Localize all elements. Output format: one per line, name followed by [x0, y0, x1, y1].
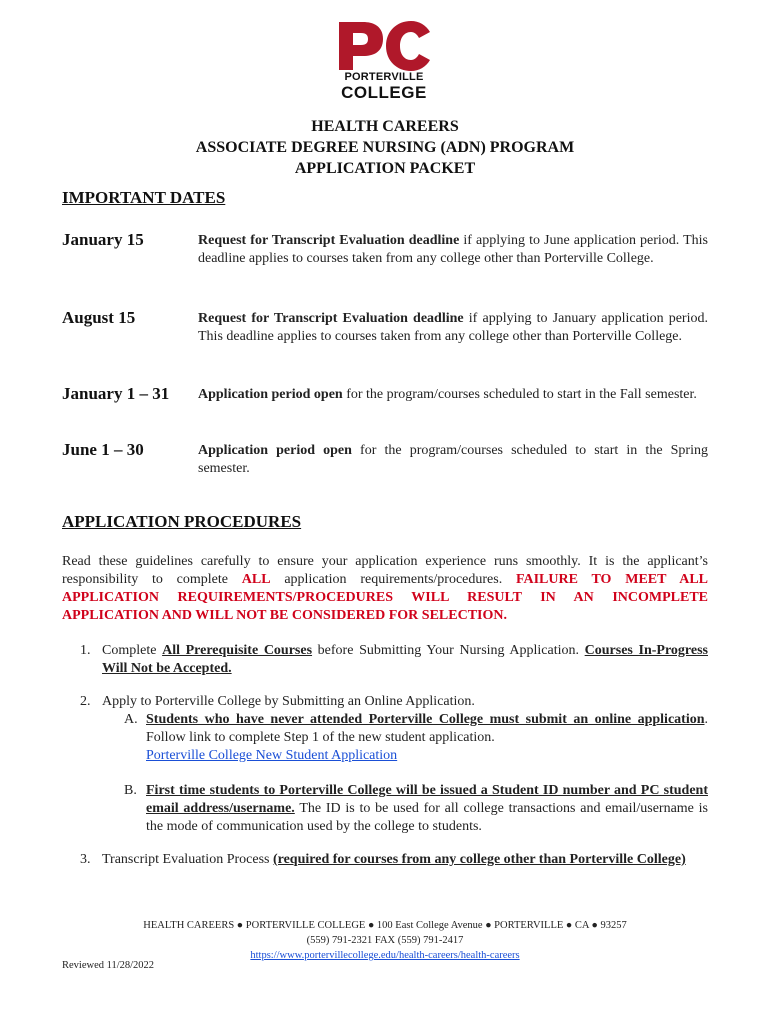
footer-website-link[interactable]: https://www.portervillecollege.edu/health-careers/health-careers: [250, 950, 520, 961]
procedures-intro: Read these guidelines carefully to ensure your application experience runs smoothly. It is the applicant’s responsibility to complete ALL application requirements/procedures. FAILURE TO MEET ALL APPLICATION REQUIREMENTS/PROCEDURES WILL RESULT IN AN INCOMPLETE APPLICATION AND WILL NOT BE CONSIDERED FOR SELECTION.: [62, 554, 708, 623]
date-description: Request for Transcript Evaluation deadline if applying to January application period. This deadline applies to courses taken from any college other than Porterville College.: [198, 311, 708, 344]
footer-address: HEALTH CAREERS ● PORTERVILLE COLLEGE ● 100 East College Avenue ● PORTERVILLE ● CA ● 93257: [143, 920, 627, 931]
logo-line2: COLLEGE: [341, 83, 427, 102]
document-title: [0, 116, 770, 179]
title-line3: APPLICATION PACKET: [294, 160, 476, 177]
date-label: August 15: [62, 308, 136, 327]
title-line2: ASSOCIATE DEGREE NURSING (ADN) PROGRAM: [195, 139, 575, 156]
date-description: Application period open for the program/courses scheduled to start in the Fall semester.: [198, 387, 697, 402]
step-2: 2. Apply to Porterville College by Submitting an Online Application.: [80, 694, 475, 709]
title-line1: HEALTH CAREERS: [311, 118, 459, 135]
step-2b: B. First time students to Porterville College will be issued a Student ID number and PC student email address/username. The ID is to be used for all college transactions and email/username is the mode of communication used by the college to students.: [124, 783, 708, 834]
reviewed-date: Reviewed 11/28/2022: [62, 960, 155, 971]
step-3: 3. Transcript Evaluation Process (required for courses from any college other than Porterville College): [80, 852, 686, 867]
logo-line1: PORTERVILLE: [344, 71, 424, 83]
date-label: June 1 – 30: [62, 440, 144, 459]
pc-logo-mark: [333, 18, 435, 74]
date-label: January 15: [62, 230, 144, 249]
date-description: Request for Transcript Evaluation deadline if applying to June application period. This deadline applies to courses taken from any college other than Porterville College.: [198, 233, 708, 266]
new-student-application-link[interactable]: Porterville College New Student Application: [146, 748, 398, 763]
step-1: 1. Complete All Prerequisite Courses before Submitting Your Nursing Application. Courses In-Progress Will Not be Accepted.: [80, 643, 708, 676]
application-procedures-heading: APPLICATION PROCEDURES: [62, 512, 302, 531]
date-label: January 1 – 31: [62, 384, 170, 403]
important-dates-heading: IMPORTANT DATES: [62, 188, 226, 207]
logo-wordmark: [333, 72, 435, 101]
date-description: Application period open for the program/courses scheduled to start in the Spring semester.: [198, 443, 708, 476]
page-footer: [0, 918, 770, 963]
step-2a: A. Students who have never attended Porterville College must submit an online application. Follow link to complete Step 1 of the new student application. Porterville College New Student Application: [124, 712, 708, 763]
footer-phone: (559) 791-2321 FAX (559) 791-2417: [306, 935, 464, 946]
